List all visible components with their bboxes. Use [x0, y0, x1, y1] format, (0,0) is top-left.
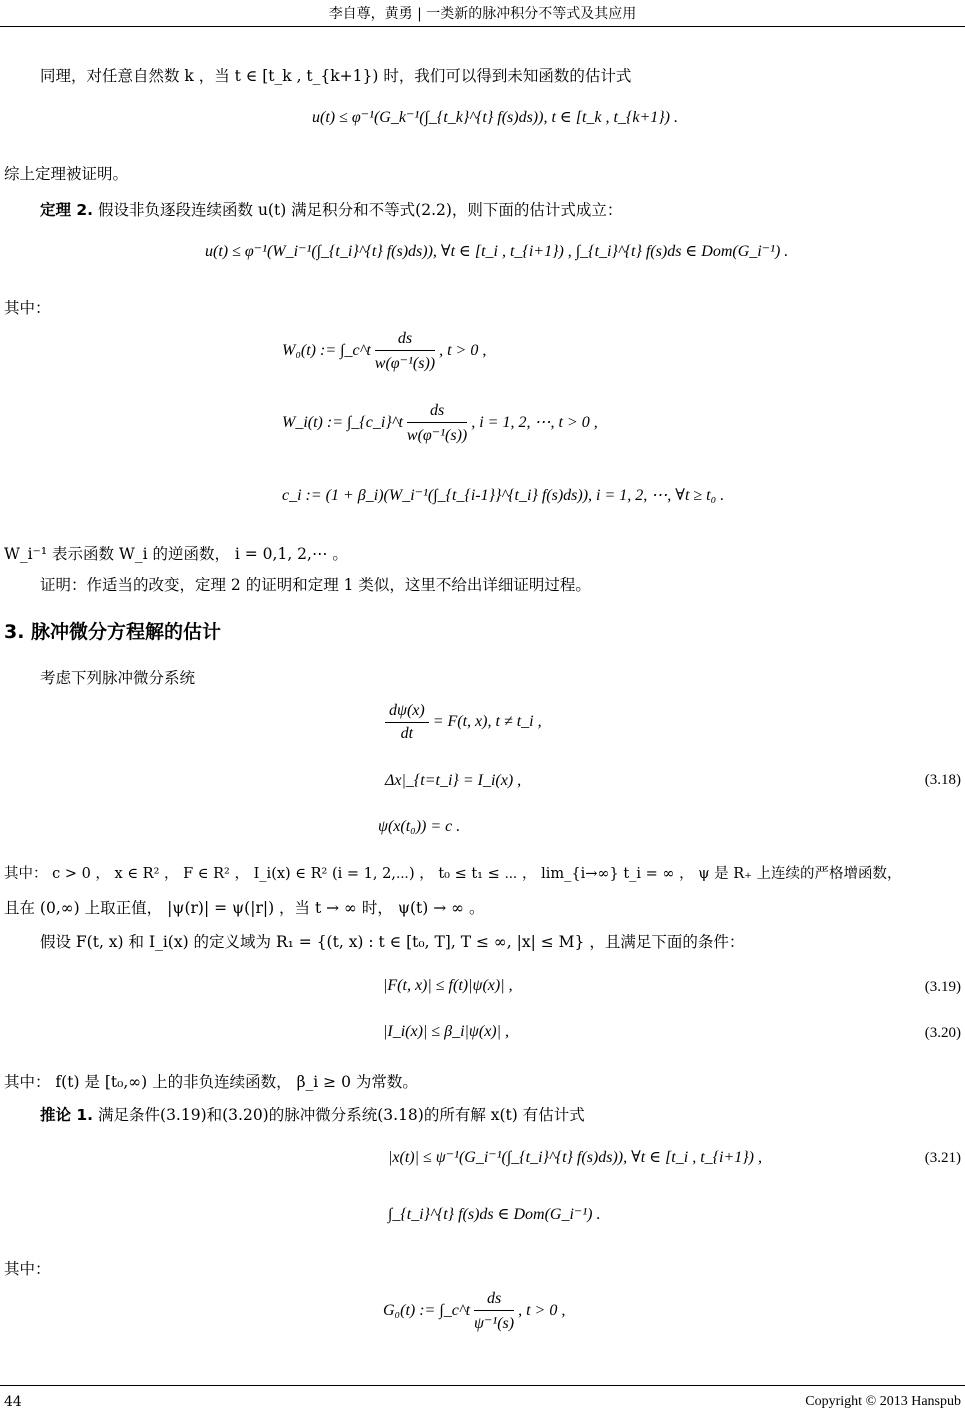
running-header: 李自尊，黄勇 | 一类新的脉冲积分不等式及其应用 — [328, 6, 637, 22]
header-rule — [0, 26, 965, 27]
equation-ci: c_i := (1 + β_i)(W_i⁻¹(∫_{t_{i-1}}^{t_i} f(s)ds)), i = 1, 2, ⋯, ∀t ≥ t₀ . — [282, 487, 725, 504]
equation-W0-denominator: w(φ⁻¹(s)) — [374, 355, 436, 372]
equation-W0 — [282, 330, 486, 373]
equation-G0-numerator: ds — [474, 1290, 514, 1311]
paragraph-8: 假设 F(t, x) 和 I_i(x) 的定义域为 R₁ = {(t, x) : t ∈ [t₀, T], T ≤ ∞, |x| ≤ M} ，且满足下面的条件： — [40, 933, 745, 951]
paragraph-4: 证明：作适当的改变，定理 2 的证明和定理 1 类似，这里不给出详细证明过程。 — [40, 576, 591, 594]
equation-Wi-numerator: ds — [407, 402, 467, 423]
paragraph-6: 其中： c > 0 ， x ∈ R² ， F ∈ R² ， I_i(x) ∈ R² (i = 1, 2,⋯) ， t₀ ≤ t₁ ≤ ⋯ ， lim_{i→∞} t_i = ∞ ， ψ 是 R₊ 上连续的严格增函数， — [4, 866, 902, 882]
equation-G0-denominator: ψ⁻¹(s) — [474, 1315, 515, 1332]
equation-number-3-19: (3.19) — [924, 979, 961, 995]
paragraph-7: 且在 (0,∞) 上取正值， |ψ(r)| = ψ(|r|) ，当 t → ∞ 时， ψ(t) → ∞ 。 — [4, 899, 485, 917]
equation-number-3-20: (3.20) — [924, 1025, 961, 1041]
equation-2: u(t) ≤ φ⁻¹(W_i⁻¹(∫_{t_i}^{t} f(s)ds)), ∀t ∈ [t_i , t_{i+1}) , ∫_{t_i}^{t} f(s)ds ∈ Dom(G_i⁻¹) . — [205, 243, 789, 260]
equation-3-18a-rhs: = F(t, x), t ≠ t_i , — [432, 713, 542, 731]
theorem-2-text: 假设非负逐段连续函数 u(t) 满足积分和不等式(2.2)，则下面的估计式成立： — [98, 201, 623, 219]
equation-3-19: |F(t, x)| ≤ f(t)|ψ(x)| , — [383, 977, 513, 994]
paragraph-5: 考虑下列脉冲微分系统 — [40, 669, 196, 687]
equation-W0-rhs: , t > 0 , — [439, 342, 487, 360]
equation-1: u(t) ≤ φ⁻¹(G_k⁻¹(∫_{t_k}^{t} f(s)ds)), t ∈ [t_k , t_{k+1}) . — [312, 109, 678, 126]
where-label-2: 其中： — [4, 1260, 51, 1278]
equation-number-3-21: (3.21) — [924, 1150, 961, 1166]
equation-number-3-18: (3.18) — [924, 772, 961, 788]
equation-3-20: |I_i(x)| ≤ β_i|ψ(x)| , — [383, 1023, 510, 1040]
equation-3-18a-denominator: dt — [400, 725, 414, 742]
theorem-2-label: 定理 2. — [40, 201, 94, 219]
corollary-1-label: 推论 1. — [40, 1106, 94, 1124]
paragraph-1: 同理，对任意自然数 k ，当 t ∈ [t_k , t_{k+1}) 时，我们可以得到未知函数的估计式 — [40, 67, 632, 85]
equation-3-21b: ∫_{t_i}^{t} f(s)ds ∈ Dom(G_i⁻¹) . — [388, 1206, 601, 1223]
where-label-1: 其中： — [4, 299, 51, 317]
equation-Wi — [282, 402, 598, 445]
section-3-heading: 3. 脉冲微分方程解的估计 — [4, 621, 222, 643]
equation-G0 — [383, 1290, 565, 1333]
equation-Wi-lhs: W_i(t) := ∫_{c_i}^t — [282, 414, 403, 432]
equation-3-18a-numerator: dψ(x) — [385, 702, 429, 723]
paragraph-9: 其中： f(t) 是 [t₀,∞) 上的非负连续函数， β_i ≥ 0 为常数。 — [4, 1073, 418, 1091]
equation-G0-lhs: G₀(t) := ∫_c^t — [383, 1302, 471, 1320]
theorem-2 — [40, 198, 622, 220]
equation-W0-numerator: ds — [375, 330, 435, 351]
equation-G0-fraction — [474, 1290, 514, 1333]
equation-3-18c: ψ(x(t₀)) = c . — [378, 818, 461, 835]
equation-Wi-denominator: w(φ⁻¹(s)) — [406, 427, 468, 444]
equation-W0-lhs: W₀(t) := ∫_c^t — [282, 342, 371, 360]
equation-3-18a — [385, 702, 542, 743]
copyright-notice: Copyright © 2013 Hanspub — [805, 1394, 961, 1409]
equation-G0-rhs: , t > 0 , — [518, 1302, 566, 1320]
equation-3-18b: Δx|_{t=t_i} = I_i(x) , — [385, 772, 522, 789]
equation-Wi-rhs: , i = 1, 2, ⋯, t > 0 , — [471, 414, 598, 432]
page-number: 44 — [4, 1394, 22, 1410]
equation-3-21a: |x(t)| ≤ ψ⁻¹(G_i⁻¹(∫_{t_i}^{t} f(s)ds)), ∀t ∈ [t_i , t_{i+1}) , — [388, 1149, 763, 1166]
corollary-1-text: 满足条件(3.19)和(3.20)的脉冲微分系统(3.18)的所有解 x(t) 有估计式 — [98, 1106, 585, 1124]
paragraph-3: W_i⁻¹ 表示函数 W_i 的逆函数， i = 0,1, 2,⋯ 。 — [4, 545, 348, 563]
equation-3-18a-fraction — [385, 702, 429, 743]
footer-rule — [0, 1385, 965, 1386]
equation-W0-fraction — [375, 330, 435, 373]
equation-Wi-fraction — [407, 402, 467, 445]
paragraph-2: 综上定理被证明。 — [4, 165, 129, 183]
corollary-1 — [40, 1103, 585, 1125]
